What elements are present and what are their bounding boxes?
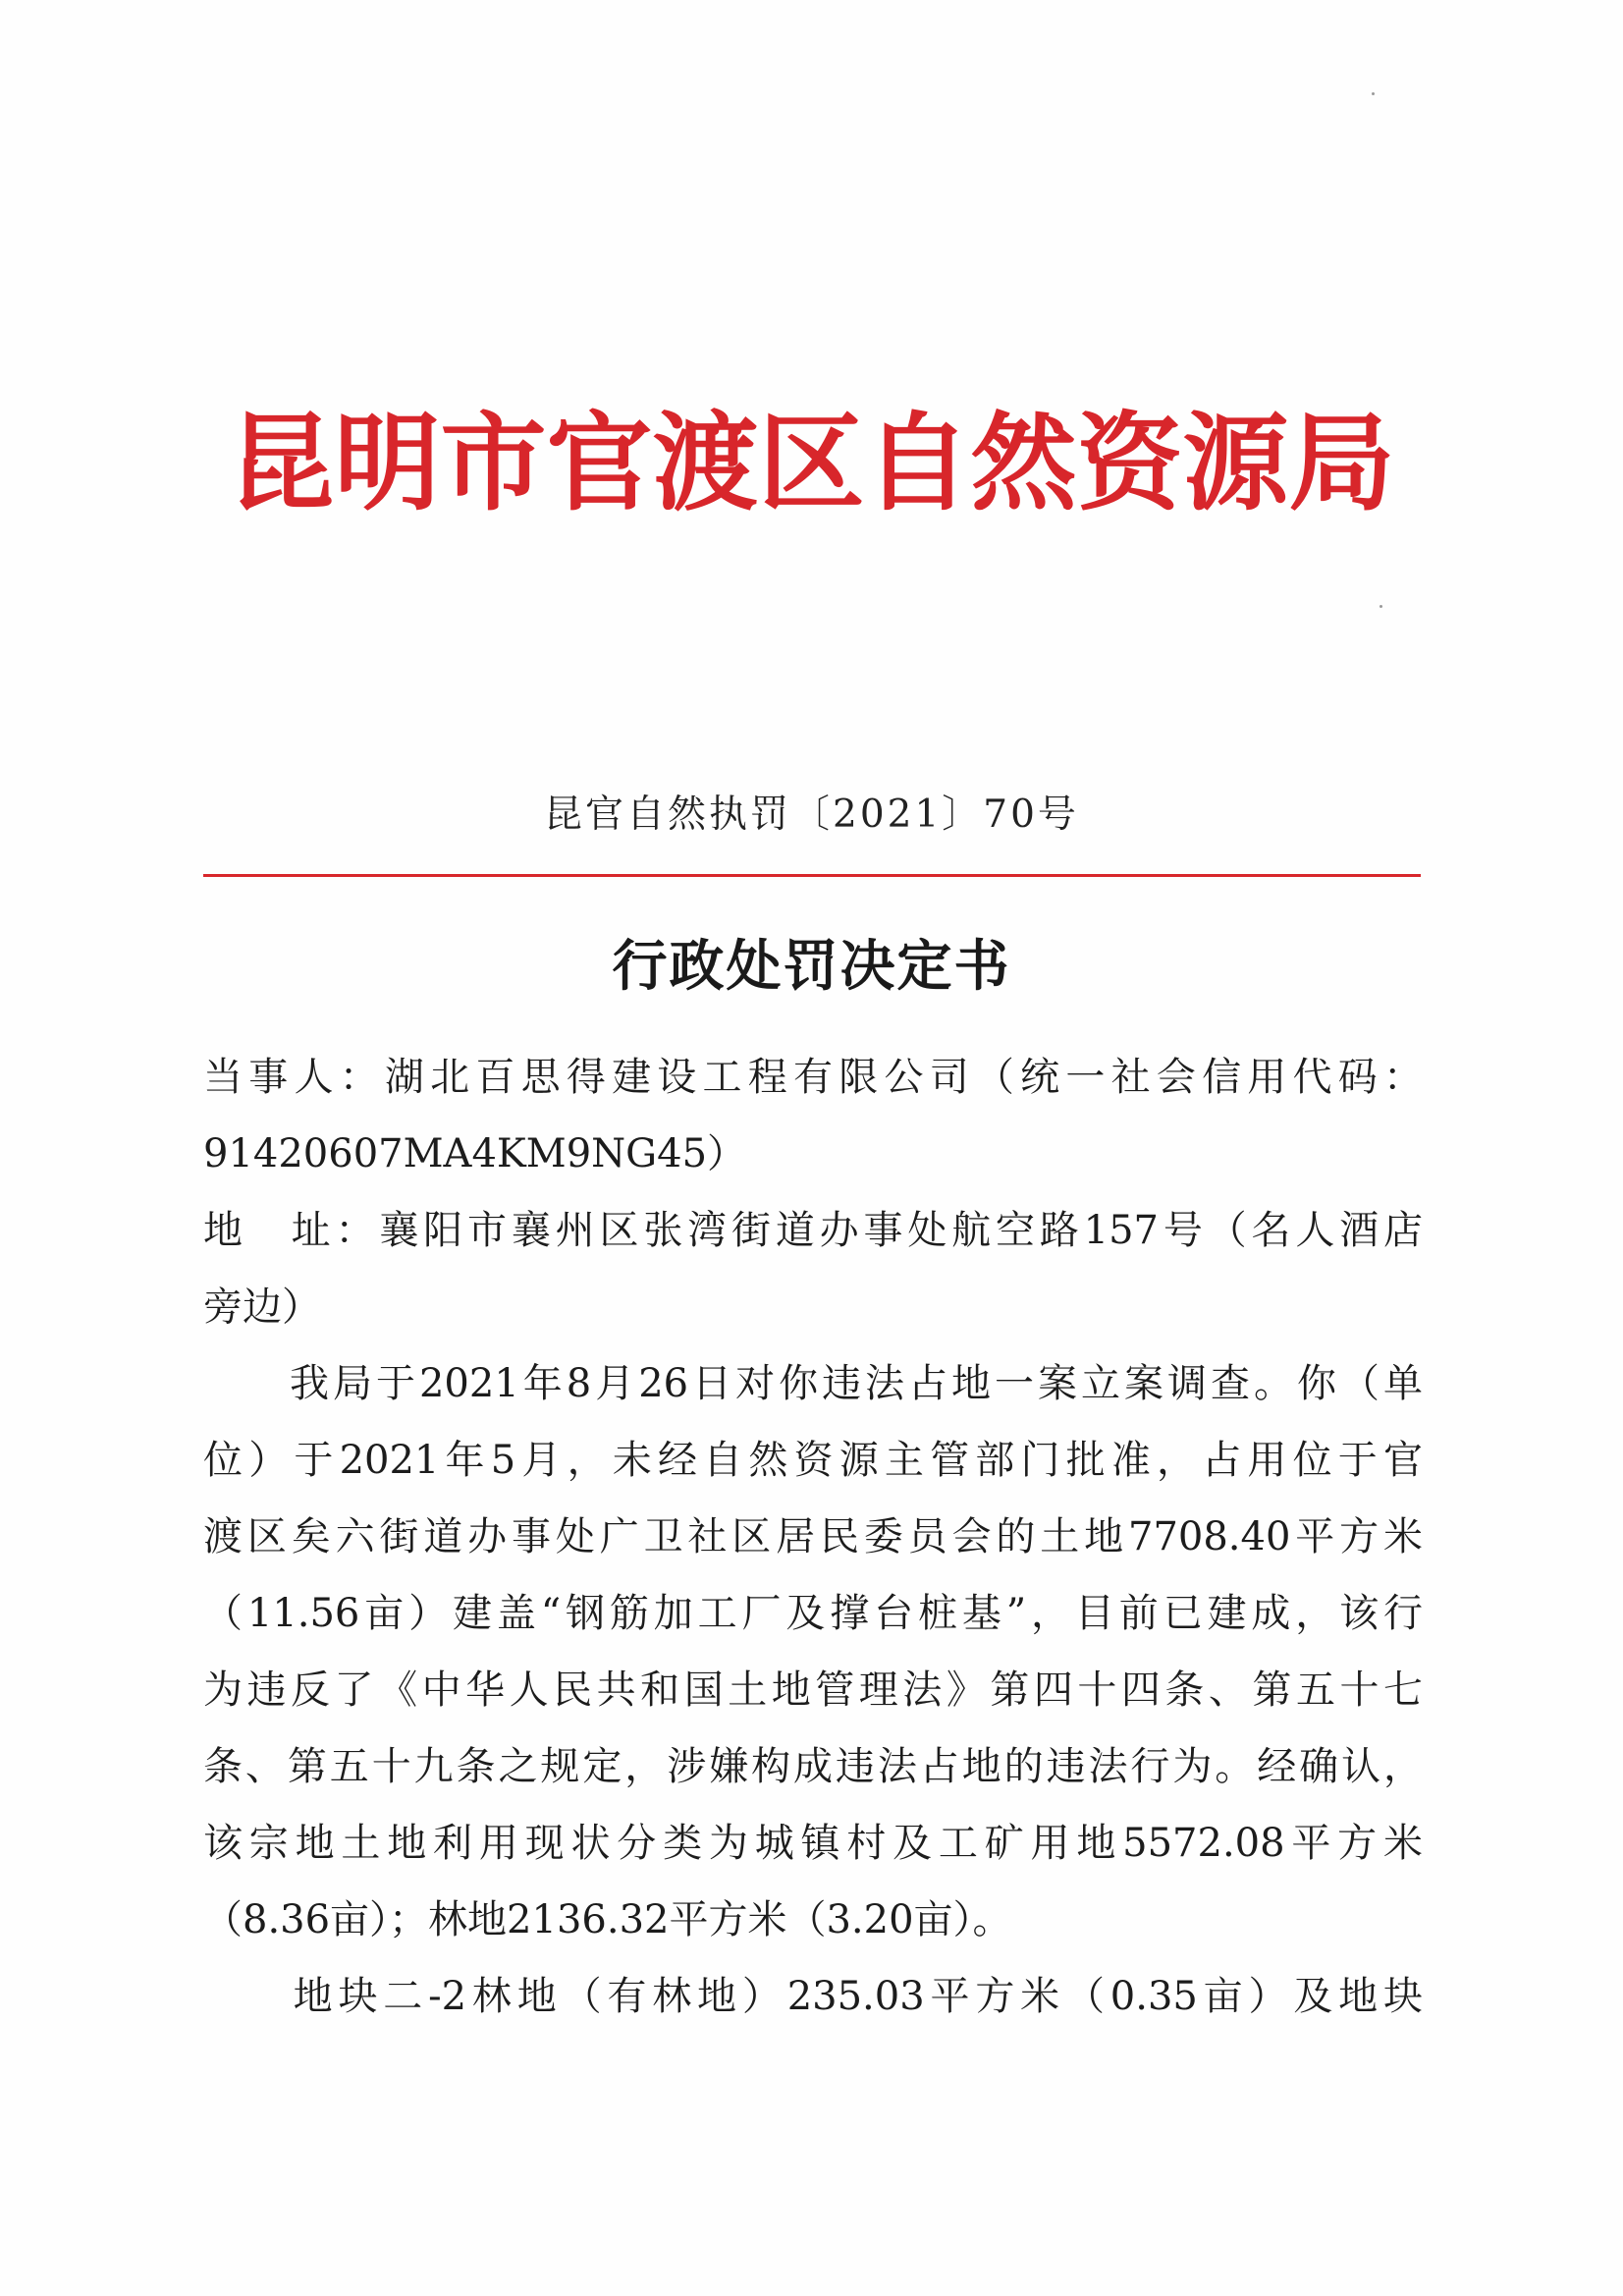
credit-code-line: 91420607MA4KM9NG45） xyxy=(203,1131,747,1176)
address-line-continued: 旁边） xyxy=(203,1285,321,1330)
body-paragraph-line: 地块二-2林地（有林地）235.03平方米（0.35亩）及地块 xyxy=(203,1974,1423,2019)
body-paragraph-line: 该宗地土地利用现状分类为城镇村及工矿用地5572.08平方米 xyxy=(203,1821,1423,1866)
scan-speck xyxy=(1380,605,1382,608)
body-paragraph-line: （11.56亩）建盖“钢筋加工厂及撑台桩基”，目前已建成，该行 xyxy=(203,1591,1423,1636)
scan-speck xyxy=(1372,92,1375,95)
red-divider-line xyxy=(203,874,1421,877)
body-paragraph-line: 为违反了《中华人民共和国土地管理法》第四十四条、第五十七 xyxy=(203,1667,1423,1713)
document-title: 行政处罚决定书 xyxy=(612,935,1011,999)
body-paragraph-line: （8.36亩）；林地2136.32平方米（3.20亩）。 xyxy=(203,1897,1012,1942)
body-paragraph-line: 我局于2021年8月26日对你违法占地一案立案调查。你（单 xyxy=(203,1361,1423,1406)
organization-title: 昆明市官渡区自然资源局 xyxy=(228,403,1395,525)
address-line: 地 址：襄阳市襄州区张湾街道办事处航空路157号（名人酒店 xyxy=(203,1208,1423,1253)
body-paragraph-line: 条、第五十九条之规定，涉嫌构成违法占地的违法行为。经确认， xyxy=(203,1744,1423,1789)
body-paragraph-line: 位）于2021年5月，未经自然资源主管部门批准，占用位于官 xyxy=(203,1438,1423,1483)
body-paragraph-line: 渡区矣六街道办事处广卫社区居民委员会的土地7708.40平方米 xyxy=(203,1514,1423,1559)
document-number: 昆官自然执罚〔2021〕70号 xyxy=(544,793,1079,837)
party-name-line: 当事人：湖北百思得建设工程有限公司（统一社会信用代码： xyxy=(203,1055,1423,1100)
